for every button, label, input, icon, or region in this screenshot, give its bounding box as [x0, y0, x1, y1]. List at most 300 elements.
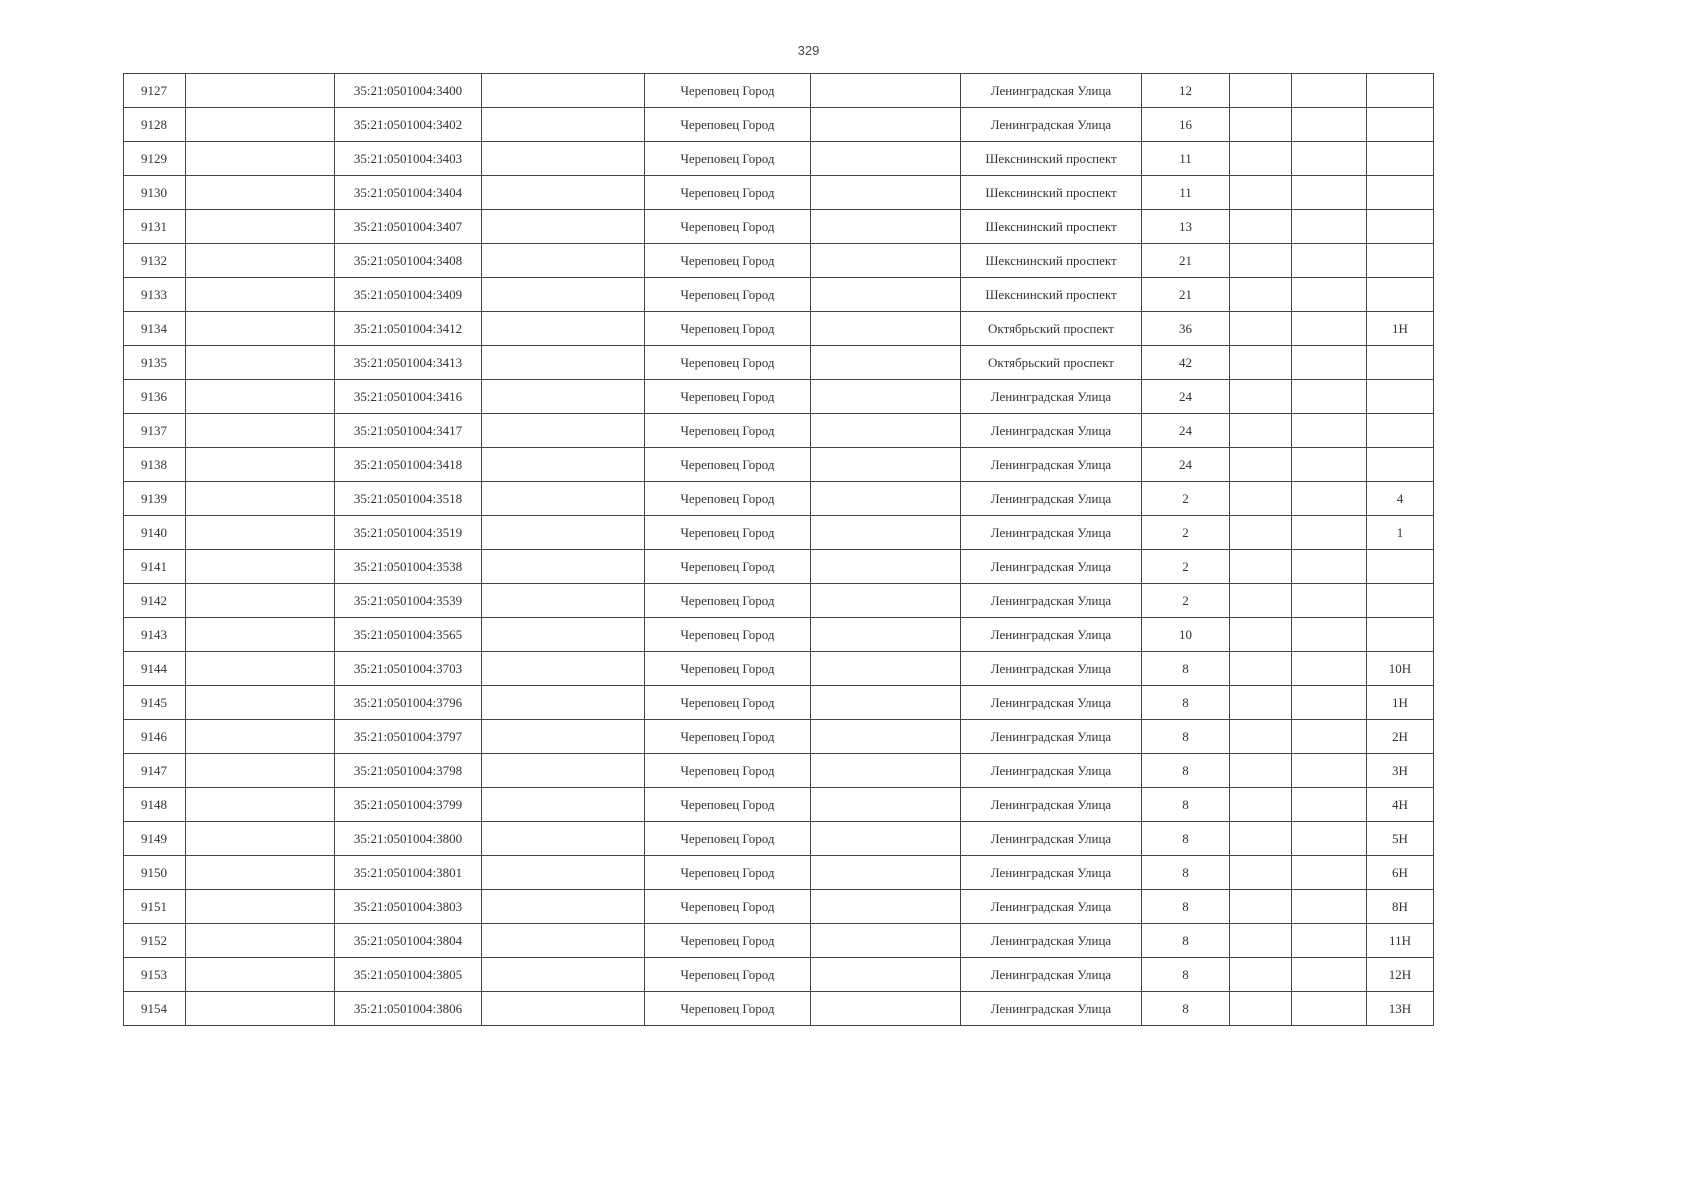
- city-cell: Череповец Город: [645, 210, 811, 244]
- empty-cell: [811, 244, 961, 278]
- street-cell: Ленинградская Улица: [961, 720, 1142, 754]
- cadastral-number-cell: 35:21:0501004:3803: [335, 890, 482, 924]
- cadastral-number-cell: 35:21:0501004:3804: [335, 924, 482, 958]
- house-number-cell: 13: [1142, 210, 1230, 244]
- empty-cell: [811, 584, 961, 618]
- cadastral-number-cell: 35:21:0501004:3799: [335, 788, 482, 822]
- empty-cell: [186, 516, 335, 550]
- empty-cell: [811, 652, 961, 686]
- empty-cell: [811, 380, 961, 414]
- empty-cell: [186, 108, 335, 142]
- street-cell: Ленинградская Улица: [961, 754, 1142, 788]
- cadastral-number-cell: 35:21:0501004:3703: [335, 652, 482, 686]
- empty-cell: [811, 822, 961, 856]
- apartment-cell: [1367, 210, 1434, 244]
- empty-cell: [1292, 924, 1367, 958]
- table-row: [124, 788, 1434, 822]
- empty-cell: [186, 550, 335, 584]
- empty-cell: [811, 176, 961, 210]
- empty-cell: [811, 788, 961, 822]
- empty-cell: [811, 618, 961, 652]
- empty-cell: [186, 346, 335, 380]
- house-number-cell: 42: [1142, 346, 1230, 380]
- city-cell: Череповец Город: [645, 788, 811, 822]
- empty-cell: [482, 482, 645, 516]
- apartment-cell: [1367, 176, 1434, 210]
- row-number-cell: 9127: [124, 74, 186, 108]
- empty-cell: [1230, 176, 1292, 210]
- table-row: [124, 414, 1434, 448]
- empty-cell: [811, 278, 961, 312]
- apartment-cell: 8Н: [1367, 890, 1434, 924]
- table-row: [124, 176, 1434, 210]
- street-cell: Шекснинский проспект: [961, 176, 1142, 210]
- empty-cell: [482, 856, 645, 890]
- street-cell: Шекснинский проспект: [961, 244, 1142, 278]
- row-number-cell: 9146: [124, 720, 186, 754]
- street-cell: Ленинградская Улица: [961, 992, 1142, 1026]
- apartment-cell: 2Н: [1367, 720, 1434, 754]
- cadastral-number-cell: 35:21:0501004:3403: [335, 142, 482, 176]
- cadastral-number-cell: 35:21:0501004:3416: [335, 380, 482, 414]
- house-number-cell: 16: [1142, 108, 1230, 142]
- row-number-cell: 9128: [124, 108, 186, 142]
- table-row: [124, 992, 1434, 1026]
- house-number-cell: 8: [1142, 686, 1230, 720]
- registry-table: [123, 73, 1434, 1026]
- city-cell: Череповец Город: [645, 890, 811, 924]
- city-cell: Череповец Город: [645, 108, 811, 142]
- row-number-cell: 9135: [124, 346, 186, 380]
- empty-cell: [482, 414, 645, 448]
- street-cell: Ленинградская Улица: [961, 380, 1142, 414]
- empty-cell: [1230, 856, 1292, 890]
- table-row: [124, 312, 1434, 346]
- apartment-cell: [1367, 618, 1434, 652]
- table-row: [124, 346, 1434, 380]
- empty-cell: [1292, 958, 1367, 992]
- city-cell: Череповец Город: [645, 142, 811, 176]
- empty-cell: [186, 584, 335, 618]
- empty-cell: [482, 142, 645, 176]
- empty-cell: [1292, 414, 1367, 448]
- apartment-cell: [1367, 142, 1434, 176]
- table-row: [124, 890, 1434, 924]
- city-cell: Череповец Город: [645, 652, 811, 686]
- city-cell: Череповец Город: [645, 176, 811, 210]
- empty-cell: [1292, 618, 1367, 652]
- empty-cell: [811, 856, 961, 890]
- row-number-cell: 9152: [124, 924, 186, 958]
- empty-cell: [811, 686, 961, 720]
- city-cell: Череповец Город: [645, 754, 811, 788]
- empty-cell: [1292, 346, 1367, 380]
- empty-cell: [482, 618, 645, 652]
- street-cell: Ленинградская Улица: [961, 958, 1142, 992]
- apartment-cell: 13Н: [1367, 992, 1434, 1026]
- table-row: [124, 278, 1434, 312]
- empty-cell: [1292, 550, 1367, 584]
- empty-cell: [811, 448, 961, 482]
- house-number-cell: 2: [1142, 482, 1230, 516]
- empty-cell: [811, 516, 961, 550]
- city-cell: Череповец Город: [645, 584, 811, 618]
- empty-cell: [1292, 992, 1367, 1026]
- empty-cell: [186, 754, 335, 788]
- empty-cell: [1230, 142, 1292, 176]
- empty-cell: [1230, 414, 1292, 448]
- street-cell: Ленинградская Улица: [961, 856, 1142, 890]
- street-cell: Ленинградская Улица: [961, 516, 1142, 550]
- table-row: [124, 380, 1434, 414]
- table-row: [124, 584, 1434, 618]
- empty-cell: [482, 108, 645, 142]
- empty-cell: [482, 550, 645, 584]
- apartment-cell: [1367, 550, 1434, 584]
- row-number-cell: 9141: [124, 550, 186, 584]
- apartment-cell: [1367, 380, 1434, 414]
- row-number-cell: 9133: [124, 278, 186, 312]
- empty-cell: [482, 176, 645, 210]
- row-number-cell: 9145: [124, 686, 186, 720]
- empty-cell: [811, 992, 961, 1026]
- empty-cell: [482, 720, 645, 754]
- street-cell: Ленинградская Улица: [961, 822, 1142, 856]
- empty-cell: [482, 958, 645, 992]
- empty-cell: [186, 958, 335, 992]
- cadastral-number-cell: 35:21:0501004:3519: [335, 516, 482, 550]
- street-cell: Шекснинский проспект: [961, 278, 1142, 312]
- empty-cell: [1230, 516, 1292, 550]
- city-cell: Череповец Город: [645, 278, 811, 312]
- empty-cell: [1292, 482, 1367, 516]
- apartment-cell: 10Н: [1367, 652, 1434, 686]
- cadastral-number-cell: 35:21:0501004:3797: [335, 720, 482, 754]
- empty-cell: [1292, 210, 1367, 244]
- empty-cell: [1292, 652, 1367, 686]
- empty-cell: [811, 550, 961, 584]
- empty-cell: [482, 652, 645, 686]
- house-number-cell: 21: [1142, 278, 1230, 312]
- house-number-cell: 2: [1142, 584, 1230, 618]
- empty-cell: [1292, 584, 1367, 618]
- house-number-cell: 8: [1142, 992, 1230, 1026]
- empty-cell: [1292, 516, 1367, 550]
- cadastral-number-cell: 35:21:0501004:3796: [335, 686, 482, 720]
- table-row: [124, 516, 1434, 550]
- street-cell: Ленинградская Улица: [961, 448, 1142, 482]
- house-number-cell: 8: [1142, 822, 1230, 856]
- house-number-cell: 24: [1142, 414, 1230, 448]
- empty-cell: [1230, 958, 1292, 992]
- empty-cell: [1230, 754, 1292, 788]
- empty-cell: [811, 142, 961, 176]
- empty-cell: [1230, 822, 1292, 856]
- row-number-cell: 9150: [124, 856, 186, 890]
- empty-cell: [811, 890, 961, 924]
- empty-cell: [186, 74, 335, 108]
- empty-cell: [811, 74, 961, 108]
- row-number-cell: 9136: [124, 380, 186, 414]
- house-number-cell: 10: [1142, 618, 1230, 652]
- empty-cell: [186, 856, 335, 890]
- empty-cell: [1292, 822, 1367, 856]
- city-cell: Череповец Город: [645, 686, 811, 720]
- cadastral-number-cell: 35:21:0501004:3402: [335, 108, 482, 142]
- row-number-cell: 9130: [124, 176, 186, 210]
- table-row: [124, 108, 1434, 142]
- empty-cell: [186, 822, 335, 856]
- apartment-cell: 1Н: [1367, 686, 1434, 720]
- empty-cell: [1292, 754, 1367, 788]
- empty-cell: [1292, 244, 1367, 278]
- street-cell: Октябрьский проспект: [961, 346, 1142, 380]
- empty-cell: [482, 244, 645, 278]
- city-cell: Череповец Город: [645, 244, 811, 278]
- row-number-cell: 9153: [124, 958, 186, 992]
- empty-cell: [1230, 992, 1292, 1026]
- empty-cell: [186, 788, 335, 822]
- row-number-cell: 9134: [124, 312, 186, 346]
- empty-cell: [1292, 448, 1367, 482]
- empty-cell: [482, 890, 645, 924]
- row-number-cell: 9129: [124, 142, 186, 176]
- empty-cell: [1230, 890, 1292, 924]
- city-cell: Череповец Город: [645, 380, 811, 414]
- empty-cell: [1230, 550, 1292, 584]
- empty-cell: [186, 142, 335, 176]
- empty-cell: [1292, 856, 1367, 890]
- empty-cell: [1230, 380, 1292, 414]
- empty-cell: [811, 958, 961, 992]
- empty-cell: [482, 278, 645, 312]
- city-cell: Череповец Город: [645, 992, 811, 1026]
- house-number-cell: 8: [1142, 890, 1230, 924]
- table-row: [124, 686, 1434, 720]
- empty-cell: [482, 754, 645, 788]
- empty-cell: [1230, 652, 1292, 686]
- empty-cell: [186, 890, 335, 924]
- apartment-cell: [1367, 74, 1434, 108]
- empty-cell: [482, 516, 645, 550]
- row-number-cell: 9132: [124, 244, 186, 278]
- table-row: [124, 822, 1434, 856]
- empty-cell: [811, 720, 961, 754]
- apartment-cell: [1367, 584, 1434, 618]
- empty-cell: [482, 74, 645, 108]
- row-number-cell: 9154: [124, 992, 186, 1026]
- row-number-cell: 9138: [124, 448, 186, 482]
- row-number-cell: 9131: [124, 210, 186, 244]
- empty-cell: [1230, 244, 1292, 278]
- apartment-cell: 6Н: [1367, 856, 1434, 890]
- empty-cell: [186, 992, 335, 1026]
- street-cell: Ленинградская Улица: [961, 550, 1142, 584]
- cadastral-number-cell: 35:21:0501004:3407: [335, 210, 482, 244]
- table-row: [124, 448, 1434, 482]
- apartment-cell: 4Н: [1367, 788, 1434, 822]
- city-cell: Череповец Город: [645, 414, 811, 448]
- empty-cell: [186, 278, 335, 312]
- row-number-cell: 9139: [124, 482, 186, 516]
- empty-cell: [482, 822, 645, 856]
- apartment-cell: 5Н: [1367, 822, 1434, 856]
- apartment-cell: [1367, 346, 1434, 380]
- empty-cell: [1230, 346, 1292, 380]
- empty-cell: [811, 754, 961, 788]
- empty-cell: [811, 924, 961, 958]
- street-cell: Ленинградская Улица: [961, 74, 1142, 108]
- empty-cell: [1230, 312, 1292, 346]
- empty-cell: [1292, 312, 1367, 346]
- house-number-cell: 2: [1142, 550, 1230, 584]
- empty-cell: [482, 584, 645, 618]
- apartment-cell: 12Н: [1367, 958, 1434, 992]
- street-cell: Ленинградская Улица: [961, 686, 1142, 720]
- empty-cell: [186, 414, 335, 448]
- apartment-cell: [1367, 278, 1434, 312]
- empty-cell: [1230, 788, 1292, 822]
- city-cell: Череповец Город: [645, 924, 811, 958]
- empty-cell: [1230, 924, 1292, 958]
- empty-cell: [1292, 74, 1367, 108]
- apartment-cell: 1: [1367, 516, 1434, 550]
- house-number-cell: 24: [1142, 448, 1230, 482]
- table-row: [124, 550, 1434, 584]
- empty-cell: [482, 992, 645, 1026]
- table-row: [124, 652, 1434, 686]
- house-number-cell: 11: [1142, 142, 1230, 176]
- street-cell: Ленинградская Улица: [961, 482, 1142, 516]
- empty-cell: [1292, 176, 1367, 210]
- row-number-cell: 9148: [124, 788, 186, 822]
- apartment-cell: [1367, 244, 1434, 278]
- empty-cell: [482, 380, 645, 414]
- house-number-cell: 8: [1142, 652, 1230, 686]
- cadastral-number-cell: 35:21:0501004:3800: [335, 822, 482, 856]
- empty-cell: [482, 312, 645, 346]
- table-body: [124, 74, 1434, 1026]
- empty-cell: [1292, 686, 1367, 720]
- cadastral-number-cell: 35:21:0501004:3798: [335, 754, 482, 788]
- house-number-cell: 8: [1142, 754, 1230, 788]
- table-row: [124, 958, 1434, 992]
- street-cell: Октябрьский проспект: [961, 312, 1142, 346]
- empty-cell: [186, 482, 335, 516]
- city-cell: Череповец Город: [645, 74, 811, 108]
- empty-cell: [1230, 210, 1292, 244]
- empty-cell: [482, 924, 645, 958]
- empty-cell: [811, 210, 961, 244]
- street-cell: Ленинградская Улица: [961, 788, 1142, 822]
- empty-cell: [1230, 482, 1292, 516]
- row-number-cell: 9137: [124, 414, 186, 448]
- table-row: [124, 74, 1434, 108]
- house-number-cell: 8: [1142, 958, 1230, 992]
- row-number-cell: 9142: [124, 584, 186, 618]
- cadastral-number-cell: 35:21:0501004:3404: [335, 176, 482, 210]
- empty-cell: [1230, 74, 1292, 108]
- apartment-cell: 4: [1367, 482, 1434, 516]
- page-number: 329: [797, 43, 820, 58]
- city-cell: Череповец Город: [645, 516, 811, 550]
- empty-cell: [186, 652, 335, 686]
- cadastral-number-cell: 35:21:0501004:3538: [335, 550, 482, 584]
- cadastral-number-cell: 35:21:0501004:3412: [335, 312, 482, 346]
- house-number-cell: 36: [1142, 312, 1230, 346]
- street-cell: Ленинградская Улица: [961, 924, 1142, 958]
- empty-cell: [1230, 618, 1292, 652]
- cadastral-number-cell: 35:21:0501004:3801: [335, 856, 482, 890]
- apartment-cell: [1367, 414, 1434, 448]
- empty-cell: [1230, 108, 1292, 142]
- empty-cell: [186, 380, 335, 414]
- apartment-cell: 1Н: [1367, 312, 1434, 346]
- street-cell: Ленинградская Улица: [961, 108, 1142, 142]
- city-cell: Череповец Город: [645, 482, 811, 516]
- empty-cell: [1292, 380, 1367, 414]
- table-row: [124, 754, 1434, 788]
- cadastral-number-cell: 35:21:0501004:3408: [335, 244, 482, 278]
- apartment-cell: 3Н: [1367, 754, 1434, 788]
- empty-cell: [1292, 788, 1367, 822]
- house-number-cell: 11: [1142, 176, 1230, 210]
- city-cell: Череповец Город: [645, 550, 811, 584]
- empty-cell: [482, 210, 645, 244]
- cadastral-number-cell: 35:21:0501004:3539: [335, 584, 482, 618]
- street-cell: Ленинградская Улица: [961, 414, 1142, 448]
- apartment-cell: [1367, 108, 1434, 142]
- empty-cell: [186, 686, 335, 720]
- cadastral-number-cell: 35:21:0501004:3806: [335, 992, 482, 1026]
- street-cell: Ленинградская Улица: [961, 618, 1142, 652]
- city-cell: Череповец Город: [645, 618, 811, 652]
- empty-cell: [1292, 108, 1367, 142]
- empty-cell: [482, 448, 645, 482]
- street-cell: Шекснинский проспект: [961, 210, 1142, 244]
- table-row: [124, 856, 1434, 890]
- house-number-cell: 8: [1142, 924, 1230, 958]
- house-number-cell: 8: [1142, 856, 1230, 890]
- house-number-cell: 12: [1142, 74, 1230, 108]
- empty-cell: [811, 108, 961, 142]
- empty-cell: [1230, 448, 1292, 482]
- empty-cell: [1230, 278, 1292, 312]
- city-cell: Череповец Город: [645, 856, 811, 890]
- cadastral-number-cell: 35:21:0501004:3400: [335, 74, 482, 108]
- empty-cell: [186, 244, 335, 278]
- street-cell: Ленинградская Улица: [961, 584, 1142, 618]
- cadastral-number-cell: 35:21:0501004:3565: [335, 618, 482, 652]
- row-number-cell: 9144: [124, 652, 186, 686]
- table-row: [124, 244, 1434, 278]
- house-number-cell: 24: [1142, 380, 1230, 414]
- empty-cell: [482, 686, 645, 720]
- empty-cell: [1230, 686, 1292, 720]
- cadastral-number-cell: 35:21:0501004:3417: [335, 414, 482, 448]
- empty-cell: [1292, 278, 1367, 312]
- empty-cell: [811, 482, 961, 516]
- cadastral-number-cell: 35:21:0501004:3418: [335, 448, 482, 482]
- empty-cell: [811, 312, 961, 346]
- empty-cell: [1292, 142, 1367, 176]
- empty-cell: [186, 618, 335, 652]
- apartment-cell: [1367, 448, 1434, 482]
- house-number-cell: 21: [1142, 244, 1230, 278]
- table-row: [124, 482, 1434, 516]
- city-cell: Череповец Город: [645, 448, 811, 482]
- table-row: [124, 924, 1434, 958]
